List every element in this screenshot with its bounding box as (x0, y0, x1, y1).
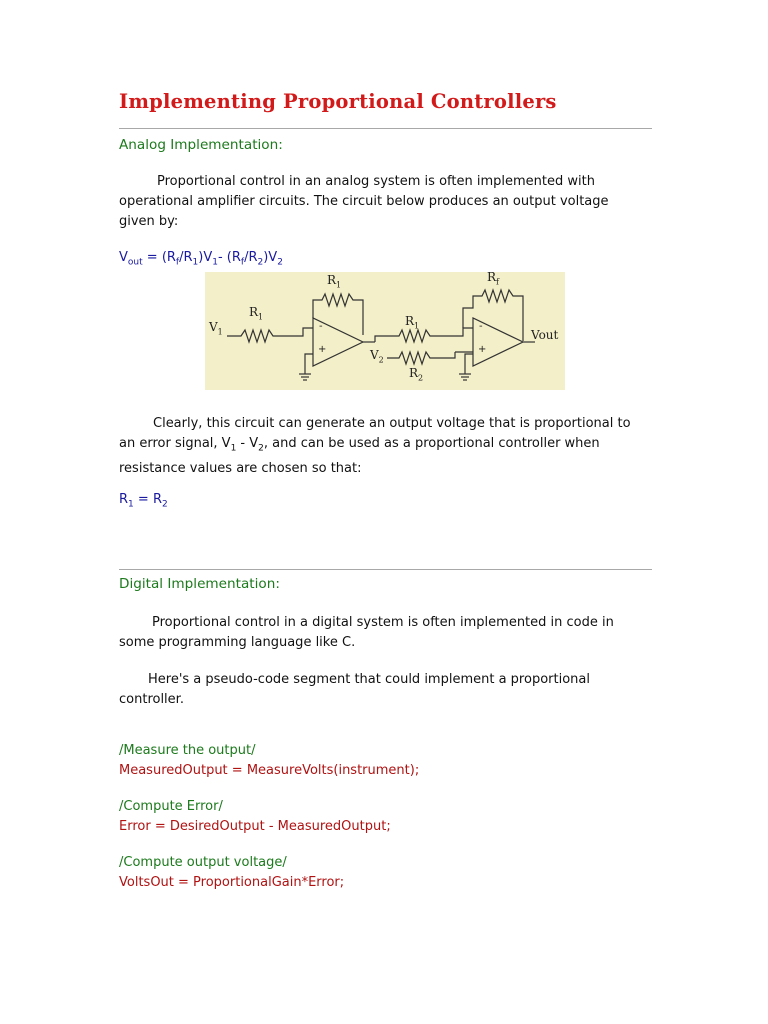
body-line-2: an error signal, $V_1 - V_2$, and can be used as a proportional controller when (119, 436, 600, 454)
label-v2: $V_2$ (370, 348, 384, 365)
label-v1: $V_1$ (209, 320, 223, 337)
circuit-background (205, 272, 565, 390)
code-block-error (119, 797, 391, 837)
divider-middle (119, 569, 652, 570)
intro-line-1: Proportional control in an analog system is often implemented with (157, 174, 595, 189)
analog-body (119, 414, 639, 479)
label-r1-middle: $R_1$ (405, 314, 420, 331)
code-comment: /Measure the output/ (119, 743, 256, 758)
code-statement: Error = DesiredOutput - MeasuredOutput; (119, 819, 391, 834)
label-r2: $R_2$ (409, 366, 424, 383)
analog-heading: Analog Implementation: (119, 137, 283, 153)
label-minus-2: - (479, 321, 483, 332)
code-block-output (119, 853, 344, 893)
page-title: Implementing Proportional Controllers (119, 90, 557, 113)
label-minus-1: - (319, 321, 323, 332)
body-line-1: Clearly, this circuit can generate an output voltage that is proportional to (153, 416, 631, 431)
label-rf: $R_f$ (487, 270, 500, 287)
output-voltage-equation: $V_{out} = (R_f/R_1)V_1-$ $(R_f/R_2)V_2$ (119, 250, 283, 268)
digital-p2-line-1: Here's a pseudo-code segment that could implement a proportional (148, 672, 590, 687)
code-block-measure (119, 741, 419, 781)
label-vout: Vout (531, 328, 559, 342)
intro-line-2: operational amplifier circuits. The circuit below produces an output voltage (119, 194, 609, 209)
analog-intro (119, 172, 639, 232)
resistance-condition: $R_1 = R_2$ (119, 492, 168, 510)
divider-top (119, 128, 652, 129)
digital-p1-line-1: Proportional control in a digital system is often implemented in code in (152, 615, 614, 630)
code-statement: MeasuredOutput = MeasureVolts(instrument); (119, 763, 420, 778)
digital-para-2 (119, 670, 639, 710)
label-r1-input: $R_1$ (249, 305, 264, 322)
digital-p2-line-2: controller. (119, 692, 184, 707)
op-amp-circuit-diagram (205, 272, 565, 390)
code-comment: /Compute output voltage/ (119, 855, 287, 870)
intro-line-3: given by: (119, 214, 179, 229)
digital-heading: Digital Implementation: (119, 576, 280, 592)
digital-para-1 (119, 613, 639, 653)
digital-p1-line-2: some programming language like C. (119, 635, 356, 650)
code-statement: VoltsOut = ProportionalGain*Error; (119, 875, 345, 890)
label-plus-1: + (318, 344, 327, 355)
code-comment: /Compute Error/ (119, 799, 223, 814)
body-line-3: resistance values are chosen so that: (119, 460, 362, 476)
label-r1-feedback: $R_1$ (327, 273, 342, 290)
label-plus-2: + (478, 344, 487, 355)
